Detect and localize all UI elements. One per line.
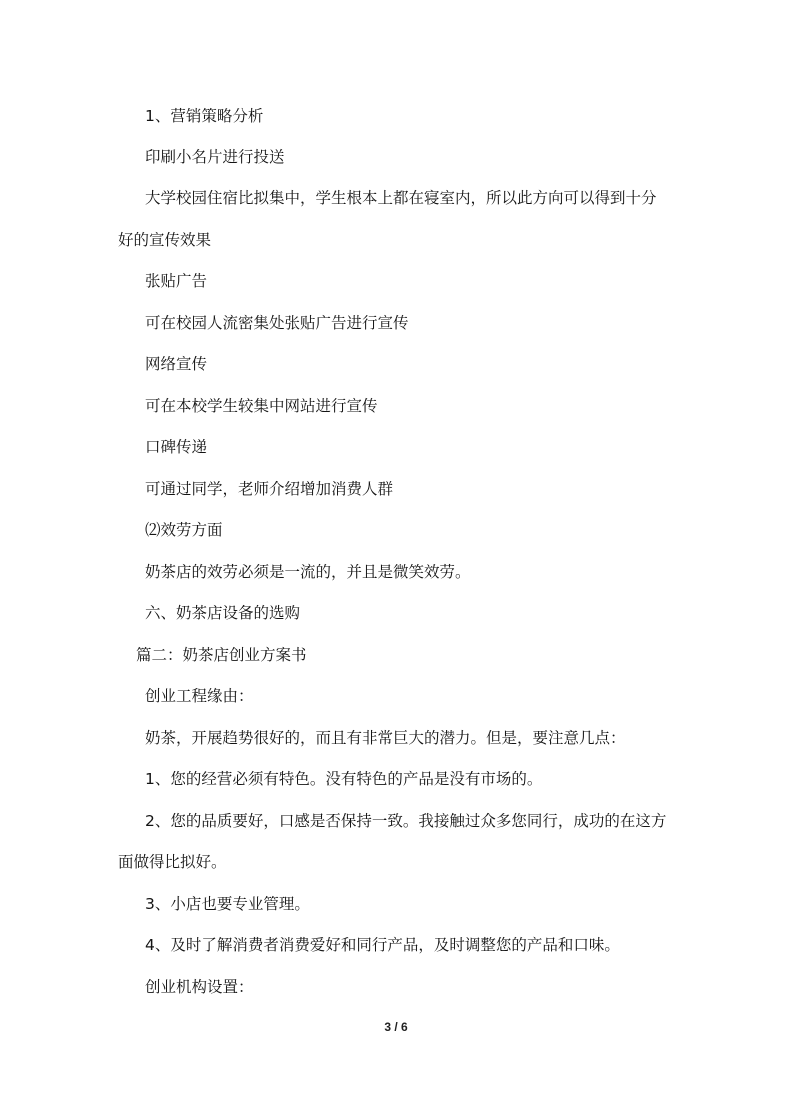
paragraph: 印刷小名片进行投送: [145, 148, 285, 166]
heading-service: ⑵效劳方面: [145, 521, 223, 539]
paragraph: 张贴广告: [145, 272, 208, 290]
heading-marketing-strategy: 1、营销策略分析: [145, 107, 264, 125]
paragraph: 口碑传递: [145, 438, 208, 456]
page-indicator: 3 / 6: [384, 1020, 408, 1034]
paragraph: 奶茶，开展趋势很好的，而且有非常巨大的潜力。但是，要注意几点：: [145, 729, 626, 747]
list-item: 3、小店也要专业管理。: [145, 895, 310, 913]
heading-organization: 创业机构设置：: [145, 978, 254, 996]
section-title: 篇二：奶茶店创业方案书: [136, 646, 307, 664]
heading-project-reason: 创业工程缘由：: [145, 687, 254, 705]
heading-equipment: 六、奶茶店设备的选购: [145, 604, 301, 622]
paragraph: 奶茶店的效劳必须是一流的，并且是微笑效劳。: [145, 563, 471, 581]
paragraph: 可通过同学，老师介绍增加消费人群: [145, 480, 394, 498]
list-item: 4、及时了解消费者消费爱好和同行产品，及时调整您的产品和口味。: [145, 936, 620, 954]
paragraph: 可在校园人流密集处张贴广告进行宣传: [145, 314, 409, 332]
paragraph: 可在本校学生较集中网站进行宣传: [145, 397, 378, 415]
list-item: 1、您的经营必须有特色。没有特色的产品是没有市场的。: [145, 770, 543, 788]
list-item: 2、您的品质要好，口感是否保持一致。我接触过众多您同行，成功的在这方: [145, 812, 667, 830]
list-item-continuation: 面做得比拟好。: [118, 853, 227, 871]
paragraph: 大学校园住宿比拟集中，学生根本上都在寝室内，所以此方向可以得到十分: [145, 189, 657, 207]
paragraph: 网络宣传: [145, 355, 208, 373]
paragraph-continuation: 好的宣传效果: [118, 231, 212, 249]
